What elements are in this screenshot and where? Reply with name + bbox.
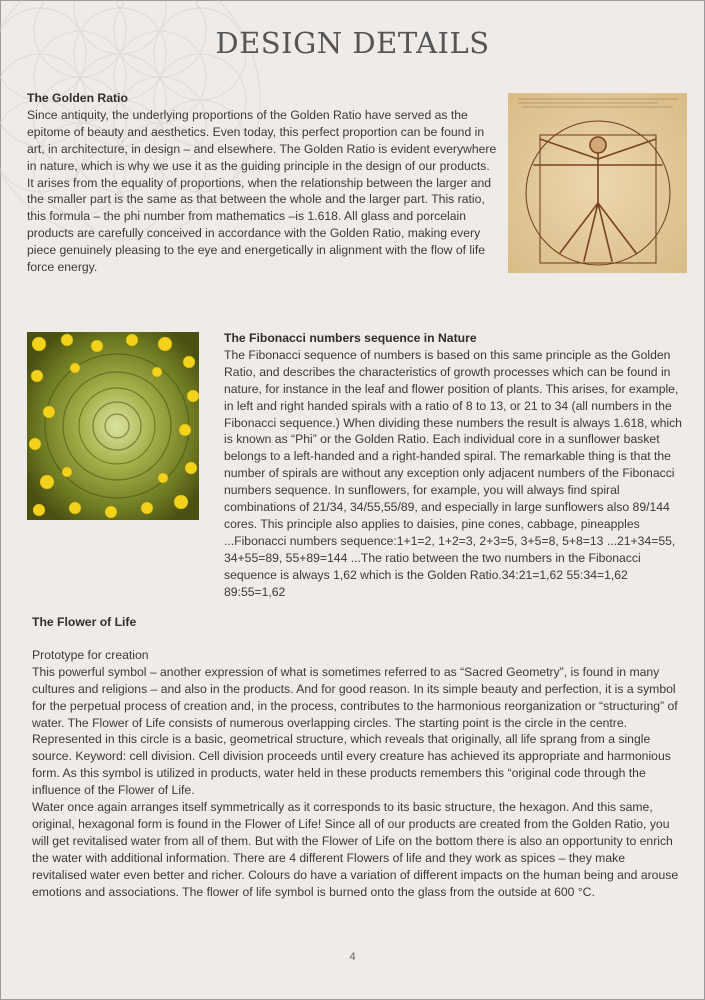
golden-ratio-body: Since antiquity, the underlying proportions of the Golden Ratio have served as the epitome of beauty and aesthetics. Even today, this perfect proportion can be found in art, in architecture, in design – and elsewhere. The Golden Ratio is evident everywhere in nature, which is why we use it as the guiding principle in the design of our products. It arises from the equality of proportions, when the relationship between the larger and the smaller part is the same as that between the whole and the larger part. This ratio, this formula – the phi number from mathematics –is 1.618. All glass and porcelain products are carefully conceived in accordance with the Golden Ratio, making every piece genuinely pleasing to the eye and energetically in alignment with the flow of life force energy. [27, 107, 497, 275]
flower-of-life-heading: The Flower of Life [32, 615, 137, 629]
page-title: DESIGN DETAILS [215, 26, 490, 60]
golden-ratio-heading: The Golden Ratio [27, 91, 128, 105]
fibonacci-body: The Fibonacci sequence of numbers is based on this same principle as the Golden Ratio, and describes the characteristics of growth processes which can be found in nature, for instance in the leaf and flower position of plants. This arises, for example, in left and right handed spirals with a ratio of 8 to 13, or 21 to 34 (all numbers in the Fibonacci sequence.) When dividing these numbers the result is always 1.618, which is known as “Phi” or the Golden Ratio. Each individual core in a sunflower basket belongs to a left-handed and a right-handed spiral. The remarkable thing is that the number of spirals are without any exception only adjacent numbers of the Fibonacci numbers sequence. In sunflowers, for example, you will always find spiral combinations of 21/34, 34/55,55/89, and especially in large sunflowers also 89/144 cores. This principle also applies to daisies, pine cones, cabbage, pineapples ...Fibonacci numbers sequence:1+1=2, 1+2=3, 2+3=5, 3+5=8, 5+8=13 ...21+34=55, 34+55=89, 55+89=144 ...The ratio between the two numbers in the Fibonacci sequence is always 1,62 which is the Golden Ratio.34:21=1,62 55:34=1,62 89:55=1,62 [224, 347, 682, 599]
golden-ratio-section [27, 90, 497, 276]
fibonacci-heading: The Fibonacci numbers sequence in Nature [224, 331, 477, 345]
flower-of-life-body-1: This powerful symbol – another expression of what is sometimes referred to as “Sacred Geometry”, is found in many cultures and religions – and also in the products. And for good reason. In its simple beauty and perfection, it is a symbol for the perpetual process of creation and, in the process, contributes to the harmonious reorganization or “structuring” of water. The Flower of Life consists of numerous overlapping circles. The starting point is the circle in the centre. Represented in this circle is a basic, geometrical structure, which reveals that originally, all life sprang from a single source. Keyword: cell division. Cell division proceeds until every creature has achieved its appropriate and harmonious form. As this symbol is utilized in products, water held in these products remembers this “original code through the influence of the Flower of Life. [32, 664, 678, 798]
flower-of-life-body-2: Water once again arranges itself symmetrically as it corresponds to its basic structure, the hexagon. And this same, original, hexagonal form is found in the Flower of Life! Since all of our products are created from the Golden Ratio, you will get revitalised water from all of them. But with the Flower of Life on the bottom there is also an opportunity to enrich the water with additional information. There are 4 different Flowers of life and they work as spices – they make revitalised water even better and richer. Colours do have a variation of different impacts on the human being and arouse emotions and associations. The flower of life symbol is burned onto the glass from the outside at 600 °C. [32, 800, 679, 899]
vitruvian-man-image [508, 93, 687, 273]
flower-of-life-section [32, 614, 682, 901]
page-number: 4 [349, 951, 356, 963]
fibonacci-section [224, 330, 684, 601]
sunflower-spiral-image [27, 332, 199, 520]
flower-of-life-subheading: Prototype for creation [32, 647, 149, 662]
